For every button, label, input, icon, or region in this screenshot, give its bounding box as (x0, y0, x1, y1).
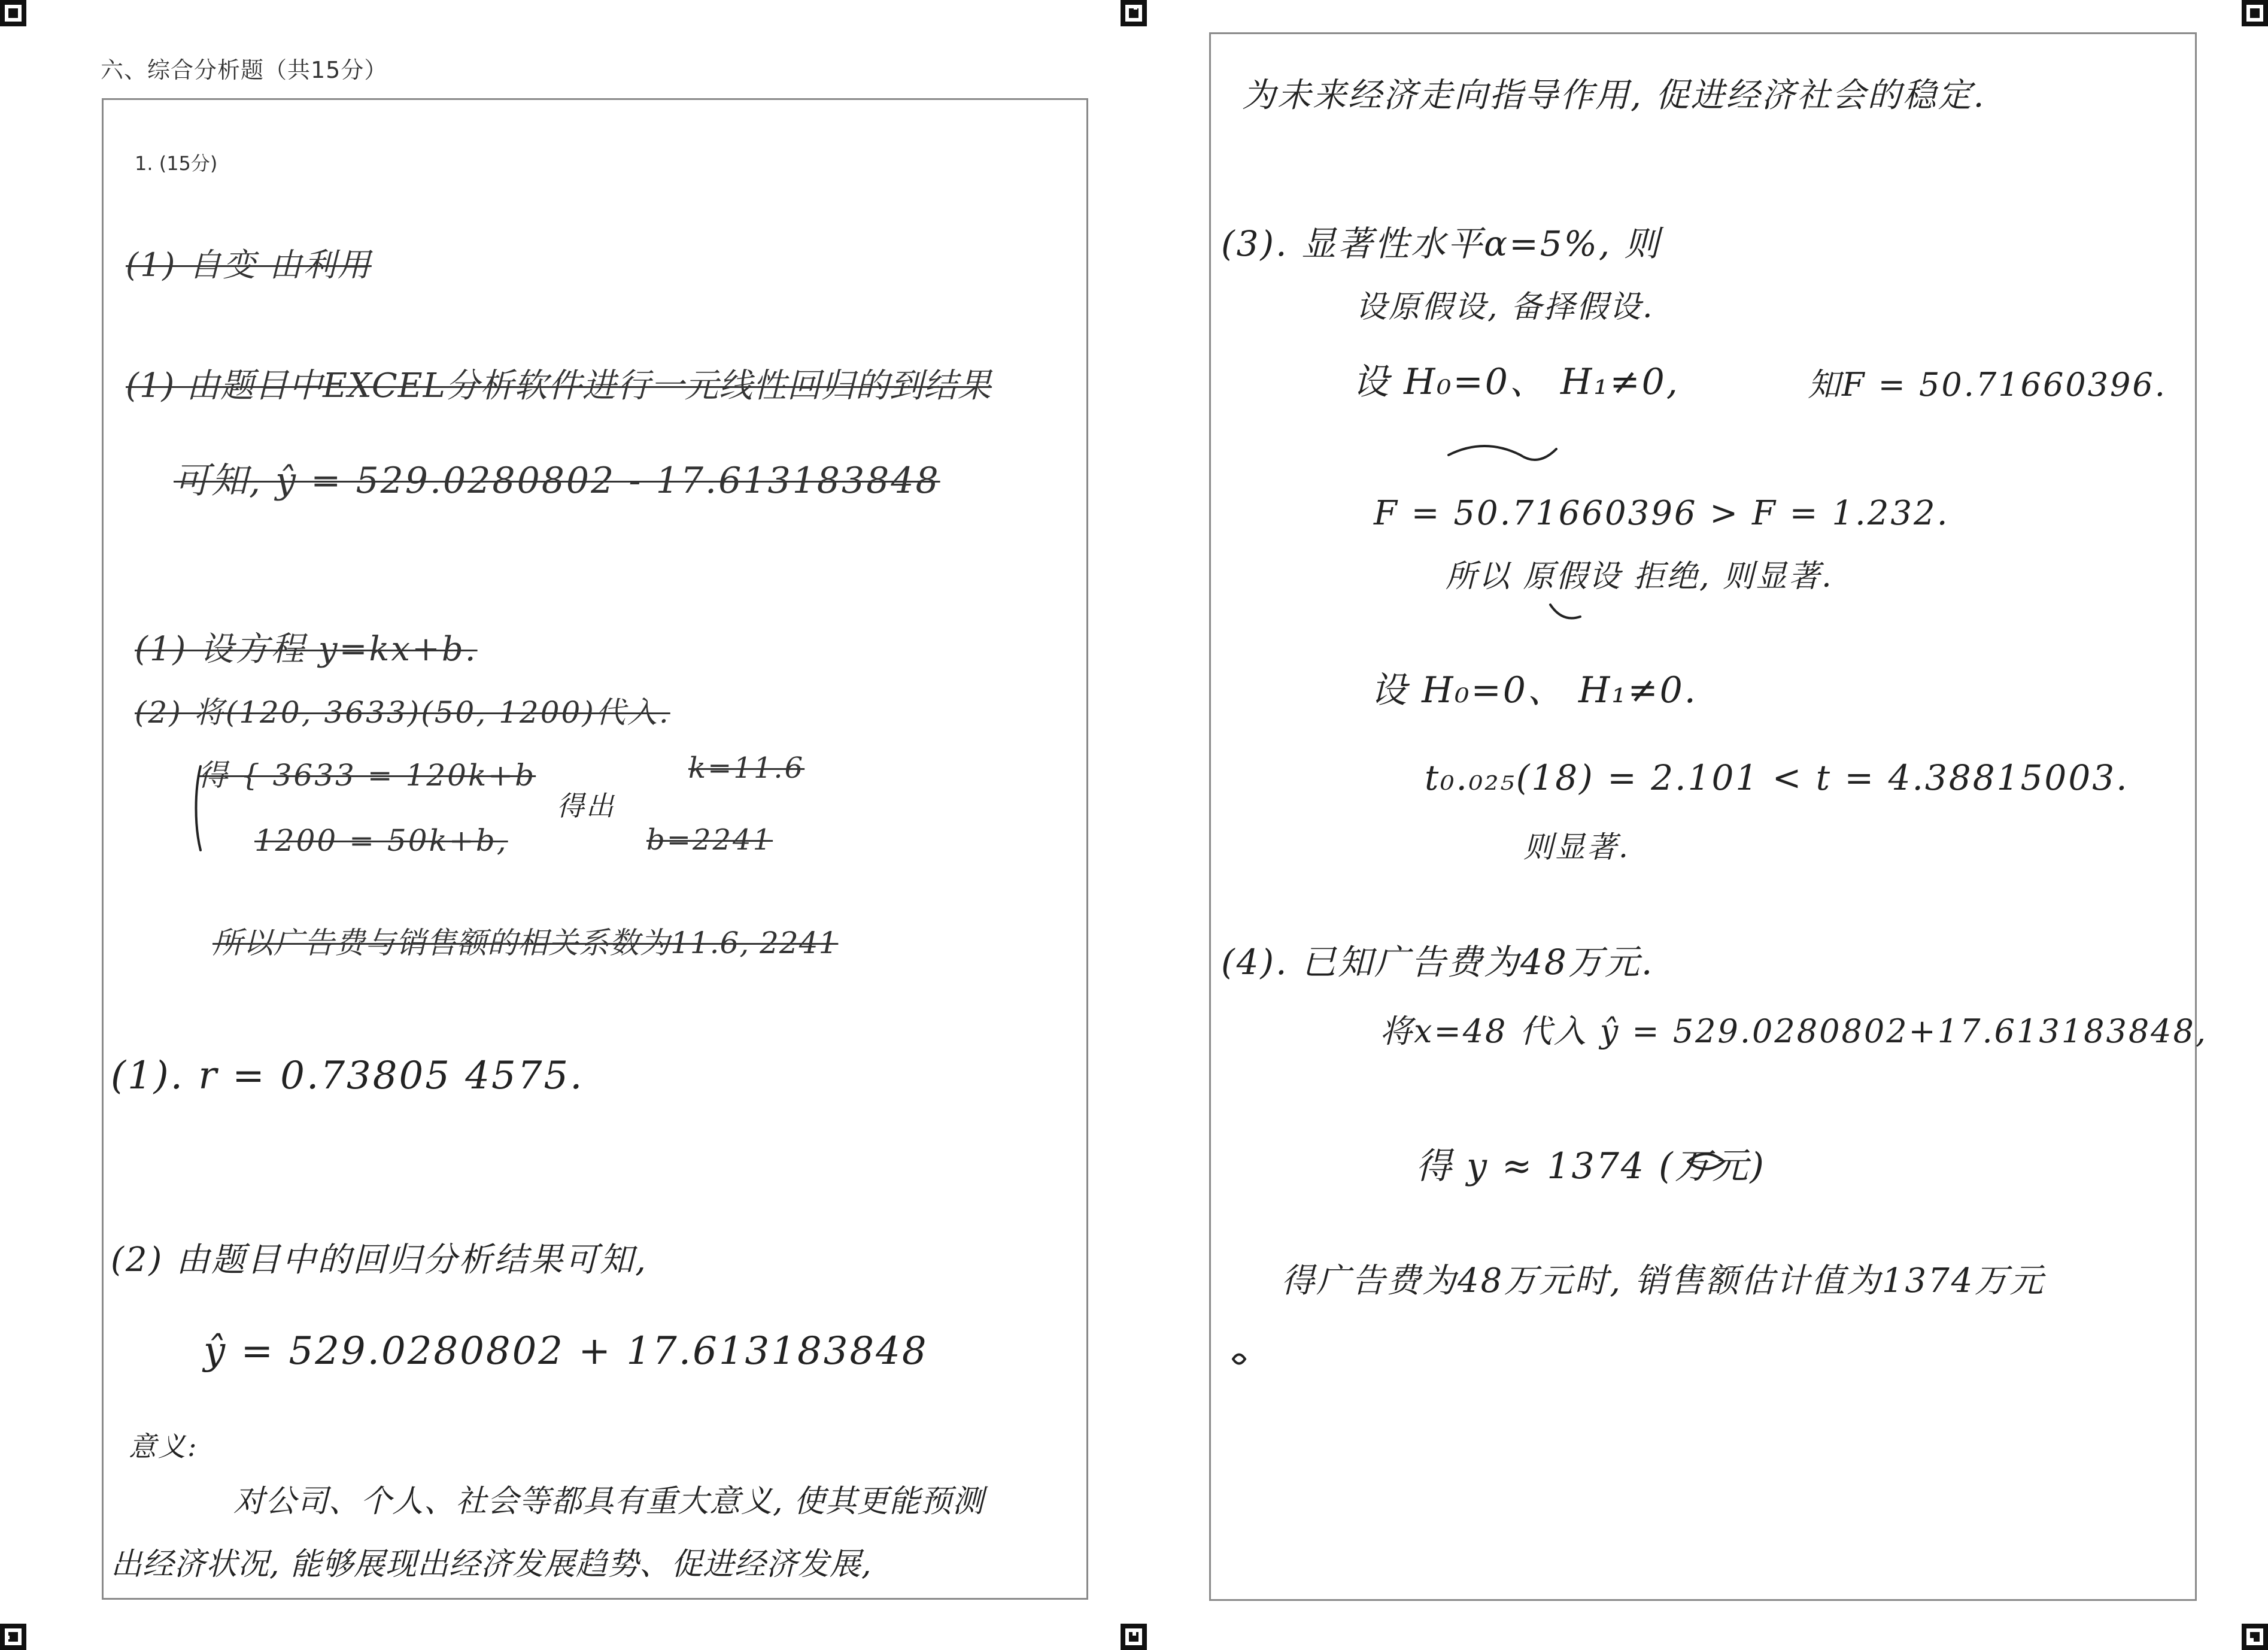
handwritten-line: 设原假设, 备择假设. (1356, 289, 1654, 325)
handwritten-line: (1) 设方程 y=kx+b. (135, 630, 478, 669)
handwritten-line: 对公司、个人、社会等都具有重大意义, 使其更能预测 (233, 1484, 985, 1519)
handwritten-line: 得出 (557, 790, 615, 822)
answer-sheet-left (102, 98, 1088, 1600)
handwritten-line: (3). 显著性水平α=5%, 则 (1221, 223, 1661, 264)
handwritten-line: (4). 已知广告费为48万元. (1221, 942, 1654, 982)
handwritten-line: (2) 将(120, 3633)(50, 1200)代入. (135, 695, 670, 730)
corner-marker-top-right (2242, 0, 2268, 26)
answer-sheet-right (1209, 32, 2197, 1601)
handwritten-line: (1). r = 0.73805 4575. (111, 1054, 584, 1098)
handwritten-line: 得广告费为48万元时, 销售额估计值为1374万元 (1281, 1261, 2045, 1300)
handwritten-line: 得 { 3633 = 120k+b (198, 758, 536, 793)
corner-marker-bottom-center (1121, 1624, 1147, 1650)
handwritten-line: 设 H₀=0、 H₁≠0, (1353, 361, 1680, 403)
handwritten-line: 为未来经济走向指导作用, 促进经济社会的稳定. (1242, 76, 1986, 115)
handwritten-line: (1) 自变 由利用 (126, 246, 372, 284)
corner-marker-bottom-right (2242, 1624, 2268, 1650)
handwritten-line: ŷ = 529.0280802 + 17.613183848 (204, 1329, 928, 1373)
handwritten-line: 出经济状况, 能够展现出经济发展趋势、促进经济发展, (111, 1546, 872, 1582)
handwritten-line: 所以 原假设 拒绝, 则显著. (1446, 559, 1833, 595)
handwritten-line: 所以广告费与销售额的相关系数为11.6, 2241 (212, 926, 839, 960)
handwritten-line: b=2241 (646, 823, 773, 857)
handwritten-line: k=11.6 (688, 751, 805, 785)
handwritten-line: t₀.₀₂₅(18) = 2.101 < t = 4.38815003. (1425, 757, 2129, 798)
question-label: 1. (15分) (135, 152, 218, 175)
handwritten-line: 意义: (129, 1430, 199, 1463)
handwritten-line: 将x=48 代入 ŷ = 529.0280802+17.613183848, (1380, 1012, 2208, 1050)
handwritten-line: 得 y ≈ 1374 (万元) (1416, 1145, 1766, 1187)
handwritten-line: (1) 由题目中EXCEL分析软件进行一元线性回归的到结果 (126, 366, 992, 405)
section-title: 六、综合分析题（共15分） (101, 57, 388, 83)
handwritten-line: 知F = 50.71660396. (1808, 366, 2167, 404)
corner-marker-top-center (1121, 0, 1147, 26)
corner-marker-bottom-left (0, 1624, 26, 1650)
handwritten-line: F = 50.71660396 > F = 1.232. (1374, 494, 1950, 533)
handwritten-line: 1200 = 50k+b, (254, 823, 508, 858)
corner-marker-top-left (0, 0, 26, 26)
handwritten-line: 可知, ŷ = 529.0280802 - 17.613183848 (174, 460, 940, 502)
handwritten-line: 则显著. (1523, 830, 1630, 865)
handwritten-line: 设 H₀=0、 H₁≠0. (1371, 669, 1698, 711)
handwritten-line: (2) 由题目中的回归分析结果可知, (111, 1240, 648, 1279)
